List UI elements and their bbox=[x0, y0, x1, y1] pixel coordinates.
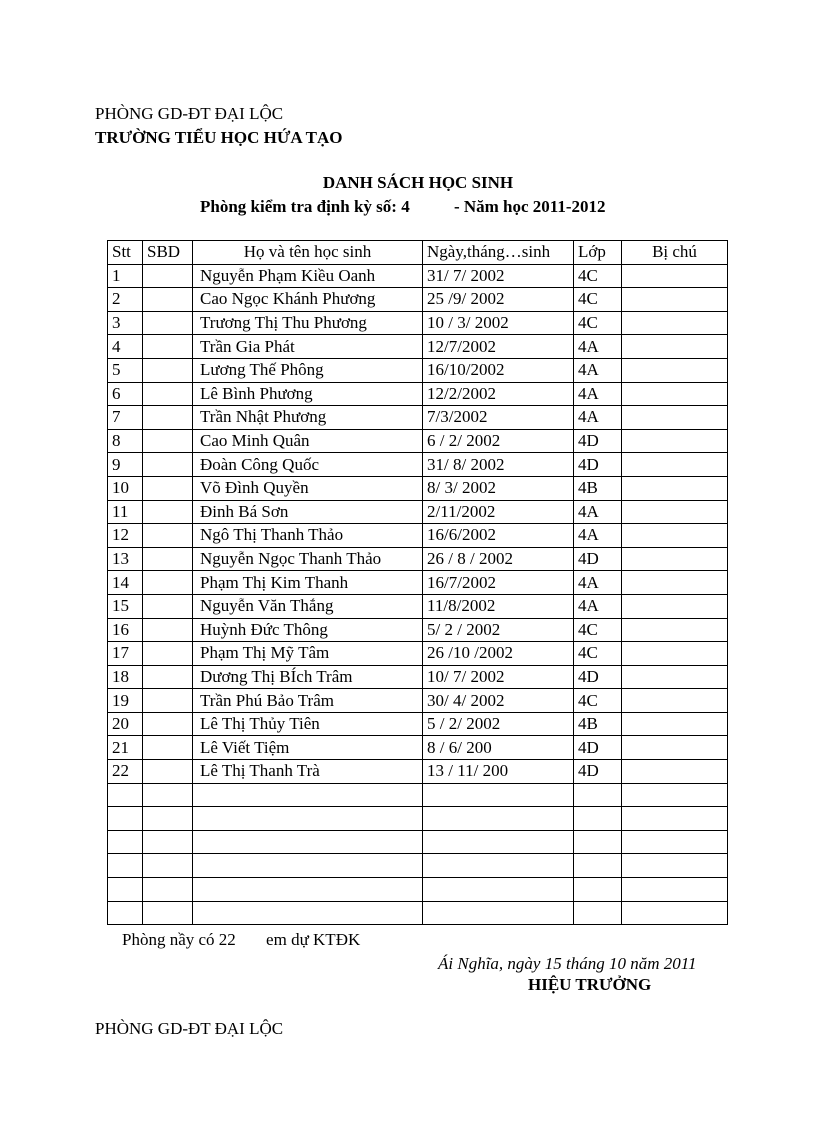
empty-cell bbox=[193, 783, 423, 807]
header-sbd: SBD bbox=[143, 241, 193, 265]
empty-cell bbox=[622, 783, 728, 807]
cell-note bbox=[622, 476, 728, 500]
cell-stt: 12 bbox=[108, 524, 143, 548]
empty-cell bbox=[193, 854, 423, 878]
student-count-line bbox=[122, 930, 360, 950]
empty-cell bbox=[193, 901, 423, 925]
empty-cell bbox=[622, 854, 728, 878]
cell-dob: 16/10/2002 bbox=[423, 358, 574, 382]
table-row bbox=[108, 760, 728, 784]
cell-sbd bbox=[143, 476, 193, 500]
cell-stt: 21 bbox=[108, 736, 143, 760]
cell-stt: 6 bbox=[108, 382, 143, 406]
cell-stt: 18 bbox=[108, 665, 143, 689]
cell-dob: 13 / 11/ 200 bbox=[423, 760, 574, 784]
table-row bbox=[108, 736, 728, 760]
cell-sbd bbox=[143, 406, 193, 430]
cell-dob: 12/7/2002 bbox=[423, 335, 574, 359]
cell-note bbox=[622, 571, 728, 595]
empty-cell bbox=[574, 830, 622, 854]
table-row bbox=[108, 453, 728, 477]
empty-cell bbox=[574, 807, 622, 831]
empty-table-row bbox=[108, 807, 728, 831]
cell-name: Huỳnh Đức Thông bbox=[193, 618, 423, 642]
cell-class: 4C bbox=[574, 264, 622, 288]
empty-cell bbox=[423, 807, 574, 831]
cell-sbd bbox=[143, 500, 193, 524]
cell-dob: 10/ 7/ 2002 bbox=[423, 665, 574, 689]
cell-dob: 8 / 6/ 200 bbox=[423, 736, 574, 760]
cell-sbd bbox=[143, 547, 193, 571]
cell-class: 4A bbox=[574, 358, 622, 382]
cell-dob: 11/8/2002 bbox=[423, 594, 574, 618]
cell-dob: 6 / 2/ 2002 bbox=[423, 429, 574, 453]
cell-name: Trần Nhật Phương bbox=[193, 406, 423, 430]
cell-name: Lê Bình Phương bbox=[193, 382, 423, 406]
cell-stt: 8 bbox=[108, 429, 143, 453]
cell-name: Võ Đình Quyền bbox=[193, 476, 423, 500]
empty-cell bbox=[108, 878, 143, 902]
table-row bbox=[108, 358, 728, 382]
table-row bbox=[108, 429, 728, 453]
cell-class: 4D bbox=[574, 429, 622, 453]
cell-note bbox=[622, 524, 728, 548]
empty-cell bbox=[423, 901, 574, 925]
cell-note bbox=[622, 594, 728, 618]
cell-stt: 22 bbox=[108, 760, 143, 784]
empty-cell bbox=[108, 901, 143, 925]
cell-note bbox=[622, 736, 728, 760]
table-row bbox=[108, 594, 728, 618]
cell-name: Nguyễn Phạm Kiều Oanh bbox=[193, 264, 423, 288]
cell-sbd bbox=[143, 524, 193, 548]
school-year: - Năm học 2011-2012 bbox=[453, 197, 606, 216]
header-class: Lớp bbox=[574, 241, 622, 265]
cell-sbd bbox=[143, 358, 193, 382]
empty-cell bbox=[423, 783, 574, 807]
cell-class: 4D bbox=[574, 547, 622, 571]
cell-name: Phạm Thị Mỹ Tâm bbox=[193, 642, 423, 666]
cell-dob: 16/6/2002 bbox=[423, 524, 574, 548]
cell-dob: 26 / 8 / 2002 bbox=[423, 547, 574, 571]
cell-name: Lê Thị Thanh Trà bbox=[193, 760, 423, 784]
cell-class: 4C bbox=[574, 288, 622, 312]
table-row bbox=[108, 288, 728, 312]
empty-cell bbox=[143, 783, 193, 807]
cell-class: 4A bbox=[574, 382, 622, 406]
table-row bbox=[108, 500, 728, 524]
cell-sbd bbox=[143, 382, 193, 406]
empty-cell bbox=[108, 807, 143, 831]
cell-sbd bbox=[143, 642, 193, 666]
table-row bbox=[108, 547, 728, 571]
cell-class: 4D bbox=[574, 760, 622, 784]
cell-class: 4A bbox=[574, 571, 622, 595]
cell-sbd bbox=[143, 264, 193, 288]
empty-cell bbox=[622, 901, 728, 925]
cell-note bbox=[622, 406, 728, 430]
cell-note bbox=[622, 547, 728, 571]
cell-dob: 26 /10 /2002 bbox=[423, 642, 574, 666]
cell-dob: 31/ 8/ 2002 bbox=[423, 453, 574, 477]
table-row bbox=[108, 311, 728, 335]
cell-note bbox=[622, 358, 728, 382]
cell-class: 4C bbox=[574, 618, 622, 642]
table-row bbox=[108, 476, 728, 500]
signature-title: HIỆU TRƯỞNG bbox=[528, 975, 652, 994]
empty-cell bbox=[574, 901, 622, 925]
header-note: Bị chú bbox=[622, 241, 728, 265]
cell-stt: 7 bbox=[108, 406, 143, 430]
cell-dob: 25 /9/ 2002 bbox=[423, 288, 574, 312]
cell-stt: 4 bbox=[108, 335, 143, 359]
empty-cell bbox=[143, 878, 193, 902]
header-stt: Stt bbox=[108, 241, 143, 265]
table-row bbox=[108, 335, 728, 359]
cell-note bbox=[622, 618, 728, 642]
cell-dob: 30/ 4/ 2002 bbox=[423, 689, 574, 713]
empty-cell bbox=[193, 830, 423, 854]
cell-note bbox=[622, 500, 728, 524]
cell-note bbox=[622, 712, 728, 736]
cell-stt: 14 bbox=[108, 571, 143, 595]
count-suffix: em dự KTĐK bbox=[266, 930, 361, 949]
cell-sbd bbox=[143, 760, 193, 784]
cell-class: 4B bbox=[574, 712, 622, 736]
empty-cell bbox=[108, 854, 143, 878]
cell-class: 4B bbox=[574, 476, 622, 500]
table-row bbox=[108, 382, 728, 406]
cell-class: 4D bbox=[574, 665, 622, 689]
school-name: TRƯỜNG TIỂU HỌC HỨA TẠO bbox=[95, 128, 343, 147]
cell-sbd bbox=[143, 335, 193, 359]
empty-cell bbox=[143, 807, 193, 831]
empty-cell bbox=[143, 901, 193, 925]
cell-name: Nguyễn Văn Thắng bbox=[193, 594, 423, 618]
empty-cell bbox=[143, 854, 193, 878]
room-number: 4 bbox=[401, 197, 410, 216]
table-row bbox=[108, 264, 728, 288]
empty-cell bbox=[423, 854, 574, 878]
cell-sbd bbox=[143, 311, 193, 335]
cell-name: Đinh Bá Sơn bbox=[193, 500, 423, 524]
student-count: 22 bbox=[218, 930, 236, 949]
table-header-row bbox=[108, 241, 728, 265]
table-row bbox=[108, 618, 728, 642]
cell-name: Ngô Thị Thanh Thảo bbox=[193, 524, 423, 548]
cell-dob: 10 / 3/ 2002 bbox=[423, 311, 574, 335]
cell-note bbox=[622, 429, 728, 453]
empty-cell bbox=[622, 807, 728, 831]
empty-table-row bbox=[108, 783, 728, 807]
cell-class: 4D bbox=[574, 453, 622, 477]
cell-note bbox=[622, 642, 728, 666]
cell-stt: 3 bbox=[108, 311, 143, 335]
cell-sbd bbox=[143, 453, 193, 477]
cell-sbd bbox=[143, 571, 193, 595]
empty-table-row bbox=[108, 901, 728, 925]
cell-sbd bbox=[143, 712, 193, 736]
empty-table-row bbox=[108, 830, 728, 854]
cell-name: Phạm Thị Kim Thanh bbox=[193, 571, 423, 595]
cell-note bbox=[622, 689, 728, 713]
empty-cell bbox=[574, 783, 622, 807]
cell-class: 4C bbox=[574, 311, 622, 335]
cell-sbd bbox=[143, 594, 193, 618]
cell-stt: 15 bbox=[108, 594, 143, 618]
cell-stt: 16 bbox=[108, 618, 143, 642]
cell-name: Dương Thị BÍch Trâm bbox=[193, 665, 423, 689]
cell-sbd bbox=[143, 429, 193, 453]
cell-dob: 5/ 2 / 2002 bbox=[423, 618, 574, 642]
department-name: PHÒNG GD-ĐT ĐẠI LỘC bbox=[95, 104, 284, 123]
header-dob: Ngày,tháng…sinh bbox=[423, 241, 574, 265]
cell-stt: 9 bbox=[108, 453, 143, 477]
table-row bbox=[108, 406, 728, 430]
cell-note bbox=[622, 453, 728, 477]
student-table bbox=[107, 240, 728, 925]
cell-stt: 17 bbox=[108, 642, 143, 666]
cell-name: Trần Gia Phát bbox=[193, 335, 423, 359]
empty-cell bbox=[622, 878, 728, 902]
cell-name: Trương Thị Thu Phương bbox=[193, 311, 423, 335]
cell-dob: 7/3/2002 bbox=[423, 406, 574, 430]
cell-sbd bbox=[143, 618, 193, 642]
empty-table-row bbox=[108, 878, 728, 902]
cell-dob: 5 / 2/ 2002 bbox=[423, 712, 574, 736]
cell-dob: 8/ 3/ 2002 bbox=[423, 476, 574, 500]
cell-note bbox=[622, 760, 728, 784]
cell-sbd bbox=[143, 736, 193, 760]
cell-dob: 31/ 7/ 2002 bbox=[423, 264, 574, 288]
empty-cell bbox=[143, 830, 193, 854]
empty-table-row bbox=[108, 854, 728, 878]
empty-cell bbox=[108, 783, 143, 807]
document-subtitle bbox=[200, 197, 606, 217]
cell-stt: 20 bbox=[108, 712, 143, 736]
cell-class: 4A bbox=[574, 335, 622, 359]
table-row bbox=[108, 571, 728, 595]
cell-note bbox=[622, 264, 728, 288]
cell-sbd bbox=[143, 689, 193, 713]
empty-cell bbox=[193, 807, 423, 831]
cell-class: 4A bbox=[574, 594, 622, 618]
empty-cell bbox=[622, 830, 728, 854]
table-row bbox=[108, 642, 728, 666]
empty-cell bbox=[423, 830, 574, 854]
cell-sbd bbox=[143, 665, 193, 689]
cell-note bbox=[622, 288, 728, 312]
room-label: Phòng kiểm tra định kỳ số: bbox=[200, 197, 397, 216]
cell-stt: 10 bbox=[108, 476, 143, 500]
cell-stt: 11 bbox=[108, 500, 143, 524]
empty-cell bbox=[193, 878, 423, 902]
cell-class: 4A bbox=[574, 500, 622, 524]
cell-stt: 5 bbox=[108, 358, 143, 382]
cell-class: 4A bbox=[574, 406, 622, 430]
cell-class: 4D bbox=[574, 736, 622, 760]
cell-note bbox=[622, 311, 728, 335]
department-name-repeat: PHÒNG GD-ĐT ĐẠI LỘC bbox=[95, 1019, 284, 1038]
cell-note bbox=[622, 382, 728, 406]
cell-stt: 2 bbox=[108, 288, 143, 312]
cell-stt: 1 bbox=[108, 264, 143, 288]
cell-name: Đoàn Công Quốc bbox=[193, 453, 423, 477]
cell-stt: 13 bbox=[108, 547, 143, 571]
cell-stt: 19 bbox=[108, 689, 143, 713]
cell-name: Lương Thế Phông bbox=[193, 358, 423, 382]
cell-name: Trần Phú Bảo Trâm bbox=[193, 689, 423, 713]
cell-name: Lê Viết Tiệm bbox=[193, 736, 423, 760]
table-row bbox=[108, 712, 728, 736]
cell-note bbox=[622, 335, 728, 359]
place-date: Ái Nghĩa, ngày 15 tháng 10 năm 2011 bbox=[438, 954, 697, 973]
table-row bbox=[108, 665, 728, 689]
cell-name: Cao Ngọc Khánh Phương bbox=[193, 288, 423, 312]
cell-name: Cao Minh Quân bbox=[193, 429, 423, 453]
empty-cell bbox=[574, 854, 622, 878]
cell-note bbox=[622, 665, 728, 689]
cell-class: 4A bbox=[574, 524, 622, 548]
document-title: DANH SÁCH HỌC SINH bbox=[322, 173, 514, 192]
cell-name: Nguyễn Ngọc Thanh Thảo bbox=[193, 547, 423, 571]
table-body bbox=[108, 264, 728, 925]
cell-class: 4C bbox=[574, 642, 622, 666]
table-row bbox=[108, 524, 728, 548]
cell-dob: 12/2/2002 bbox=[423, 382, 574, 406]
cell-dob: 16/7/2002 bbox=[423, 571, 574, 595]
empty-cell bbox=[423, 878, 574, 902]
cell-sbd bbox=[143, 288, 193, 312]
empty-cell bbox=[108, 830, 143, 854]
empty-cell bbox=[574, 878, 622, 902]
table-row bbox=[108, 689, 728, 713]
count-prefix: Phòng nầy có bbox=[122, 930, 215, 949]
cell-name: Lê Thị Thủy Tiên bbox=[193, 712, 423, 736]
cell-class: 4C bbox=[574, 689, 622, 713]
cell-dob: 2/11/2002 bbox=[423, 500, 574, 524]
header-name: Họ và tên học sinh bbox=[193, 241, 423, 265]
